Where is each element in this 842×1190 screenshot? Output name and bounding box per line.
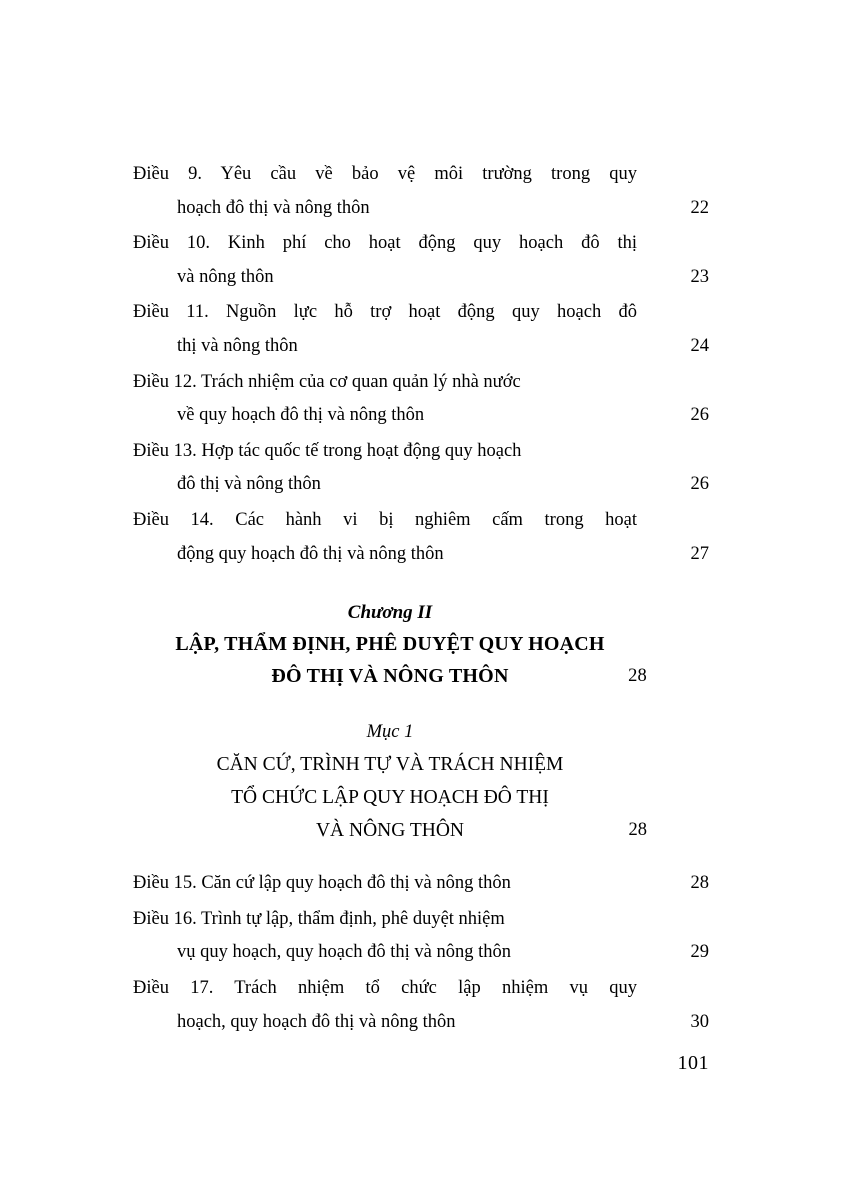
- toc-entry-text: Điều 12. Trách nhiệm của cơ quan quản lý nhà nước: [133, 371, 521, 392]
- toc-entry-line: [133, 330, 709, 364]
- toc-page-number: 27: [690, 543, 709, 564]
- chapter-label: Chương II: [347, 602, 433, 624]
- toc-entry[interactable]: [133, 296, 709, 363]
- toc-entry-text: Điều 9. Yêu cầu về bảo vệ môi trường trong quy: [133, 164, 637, 184]
- toc-entry-text: Điều 14. Các hành vi bị nghiêm cấm trong hoạt: [133, 509, 637, 530]
- toc-entry-text: và nông thôn: [177, 266, 274, 287]
- toc-entry[interactable]: [133, 366, 709, 433]
- section-label: Mục 1: [366, 722, 414, 743]
- section-title-line: [133, 814, 647, 847]
- toc-entry-text: về quy hoạch đô thị và nông thôn: [177, 405, 425, 426]
- spacer: [133, 857, 709, 867]
- section-title-line-text: VÀ NÔNG THÔN: [315, 820, 465, 842]
- toc-entry-text: thị và nông thôn: [177, 335, 298, 356]
- chapter-title-line-text: ĐÔ THỊ VÀ NÔNG THÔN: [271, 665, 509, 688]
- toc-entry-text: Điều 11. Nguồn lực hỗ trợ hoạt động quy hoạch đô: [133, 302, 637, 323]
- table-of-contents: [133, 158, 709, 1041]
- toc-entry-line: [133, 296, 709, 330]
- toc-page-number: 29: [690, 942, 709, 963]
- toc-entry[interactable]: [133, 504, 709, 571]
- toc-entry-line: [133, 903, 709, 937]
- toc-page-number: 28: [690, 873, 709, 894]
- toc-entry[interactable]: [133, 903, 709, 970]
- toc-entry-text: vụ quy hoạch, quy hoạch đô thị và nông thôn: [177, 942, 511, 963]
- toc-entry-text: Điều 16. Trình tự lập, thẩm định, phê duyệt nhiệm: [133, 908, 505, 929]
- toc-entry-line: [133, 1006, 709, 1040]
- toc-page-number: 26: [690, 474, 709, 495]
- toc-entry-text: đô thị và nông thôn: [177, 474, 321, 495]
- section-title: [133, 748, 709, 847]
- chapter-title: [133, 628, 709, 692]
- toc-entry-text: động quy hoạch đô thị và nông thôn: [177, 543, 444, 564]
- chapter-title-line: [133, 660, 647, 692]
- toc-entry[interactable]: [133, 435, 709, 502]
- section-title-line: CĂN CỨ, TRÌNH TỰ VÀ TRÁCH NHIỆM: [216, 754, 564, 776]
- toc-section-heading[interactable]: [133, 716, 709, 847]
- toc-entry[interactable]: [133, 227, 709, 294]
- toc-entry-line: [133, 227, 709, 261]
- toc-page-number: 23: [690, 266, 709, 287]
- toc-entry[interactable]: [133, 867, 709, 901]
- toc-entry-line: [133, 972, 709, 1006]
- toc-page-number: 28: [628, 820, 647, 841]
- toc-entry-line: [133, 867, 709, 901]
- section-title-line: TỔ CHỨC LẬP QUY HOẠCH ĐÔ THỊ: [231, 787, 549, 809]
- toc-entry-line: [133, 435, 709, 469]
- toc-page-number: 22: [690, 197, 709, 218]
- toc-entry-text: Điều 17. Trách nhiệm tổ chức lập nhiệm vụ quy: [133, 977, 637, 998]
- page-folio: 101: [677, 1052, 709, 1074]
- toc-entry-line: [133, 936, 709, 970]
- toc-entry-text: hoạch, quy hoạch đô thị và nông thôn: [177, 1011, 456, 1032]
- toc-page-number: 30: [690, 1011, 709, 1032]
- toc-entry-text: Điều 15. Căn cứ lập quy hoạch đô thị và nông thôn: [133, 873, 511, 894]
- toc-entry-line: [133, 158, 709, 192]
- toc-entry[interactable]: [133, 972, 709, 1039]
- toc-chapter-heading[interactable]: [133, 597, 709, 692]
- toc-entry-line: [133, 261, 709, 295]
- toc-page-number: 28: [628, 666, 647, 687]
- toc-page-number: 26: [690, 405, 709, 426]
- toc-page-number: 24: [690, 335, 709, 356]
- toc-entry-line: [133, 504, 709, 538]
- toc-entry[interactable]: [133, 158, 709, 225]
- toc-entry-line: [133, 192, 709, 226]
- toc-entry-text: Điều 13. Hợp tác quốc tế trong hoạt động quy hoạch: [133, 440, 522, 461]
- chapter-title-line: LẬP, THẨM ĐỊNH, PHÊ DUYỆT QUY HOẠCH: [175, 633, 605, 656]
- toc-entry-text: Điều 10. Kinh phí cho hoạt động quy hoạch đô thị: [133, 233, 637, 254]
- toc-entry-line: [133, 366, 709, 400]
- toc-entry-line: [133, 399, 709, 433]
- toc-entry-text: hoạch đô thị và nông thôn: [177, 197, 370, 218]
- toc-entry-line: [133, 468, 709, 502]
- toc-entry-line: [133, 538, 709, 572]
